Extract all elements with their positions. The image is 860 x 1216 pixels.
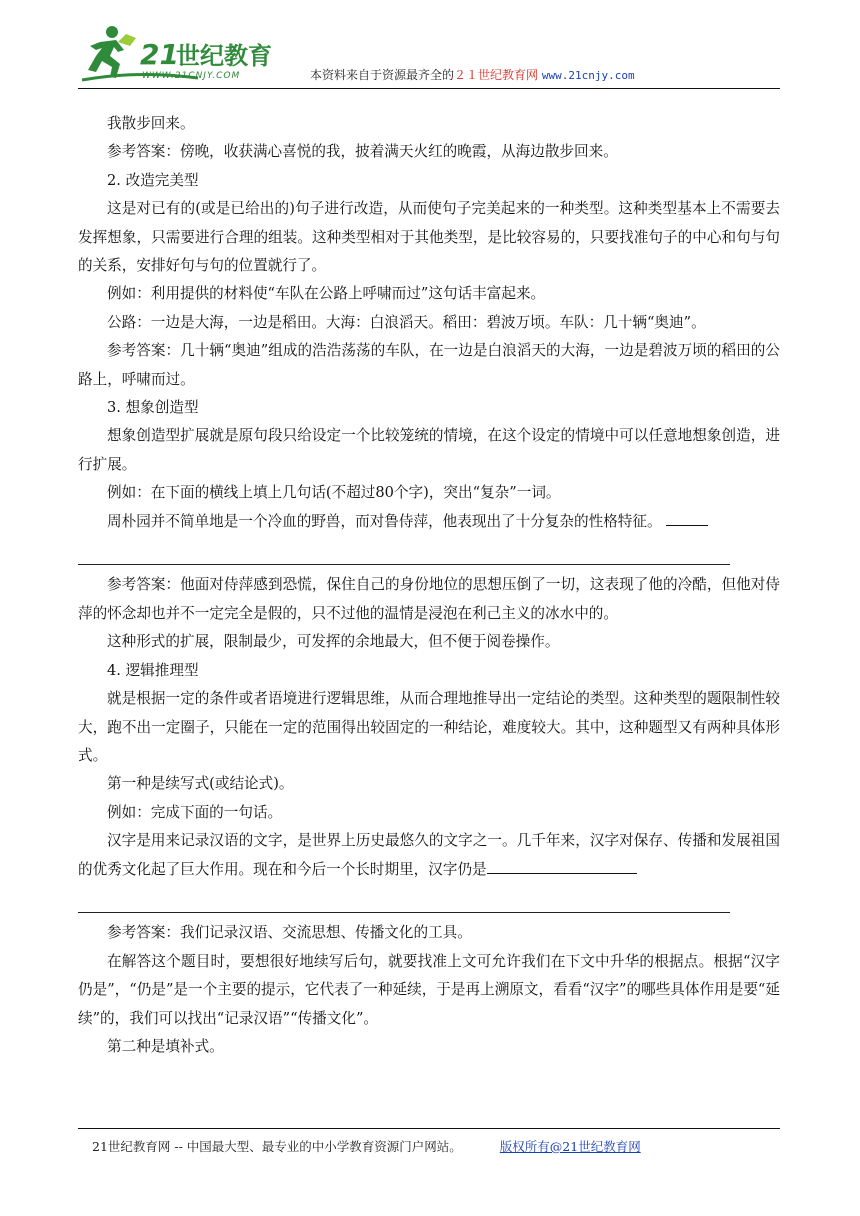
site-logo (78, 20, 298, 88)
answer-blank (666, 511, 708, 526)
header-divider (78, 88, 780, 89)
header-note-prefix: 本资料来自于资源最齐全的 (310, 68, 455, 82)
paragraph: 第一种是续写式(或结论式)。 (107, 775, 294, 793)
answer-line (78, 884, 730, 913)
paragraph: 参考答案：我们记录汉语、交流思想、传播文化的工具。 (107, 924, 472, 942)
paragraph: 例如：在下面的横线上填上几句话(不超过80个字)，突出“复杂”一词。 (107, 484, 561, 502)
svg-text:WWW.21CNJY.COM: WWW.21CNJY.COM (142, 71, 241, 81)
section-heading: 4. 逻辑推理型 (107, 661, 199, 679)
svg-text:世纪教育: 世纪教育 (176, 42, 272, 70)
footer-text: 21世纪教育网 -- 中国最大型、最专业的中小学教育资源门户网站。 (92, 1139, 462, 1154)
paragraph-with-blank (78, 508, 780, 536)
section-heading: 2. 改造完美型 (107, 171, 199, 189)
paragraph: 第二种是填补式。 (107, 1037, 224, 1055)
header-note-url[interactable]: www.21cnjy.com (541, 69, 635, 82)
paragraph: 我散步回来。 (107, 115, 195, 132)
header-note-brand: ２１世纪教育网 (454, 68, 539, 82)
answer-line (78, 536, 730, 565)
document-body (78, 110, 780, 1061)
page-footer (92, 1137, 641, 1155)
paragraph-with-blank (78, 827, 780, 884)
copyright-link[interactable]: 版权所有@21世纪教育网 (499, 1139, 641, 1154)
question-text: 周朴园并不简单地是一个冷血的野兽，而对鲁侍萍，他表现出了十分复杂的性格特征。 (107, 512, 662, 530)
paragraph: 想象创造型扩展就是原句段只给设定一个比较笼统的情境，在这个设定的情境中可以任意地想象创造，进行扩展。 (78, 427, 780, 473)
paragraph: 就是根据一定的条件或者语境进行逻辑思维，从而合理地推导出一定结论的类型。这种类型的题限制性较大，跑不出一定圈子，只能在一定的范围得出较固定的一种结论，难度较大。其中，这种题型又有两种具体形式。 (78, 690, 780, 764)
header-note (310, 66, 635, 83)
paragraph: 例如：利用提供的材料使“车队在公路上呼啸而过”这句话丰富起来。 (107, 285, 546, 303)
answer-blank (487, 859, 637, 874)
paragraph: 参考答案：几十辆“奥迪”组成的浩浩荡荡的车队，在一边是白浪滔天的大海，一边是碧波万顷的稻田的公路上，呼啸而过。 (78, 342, 780, 388)
question-text: 汉字是用来记录汉语的文字，是世界上历史最悠久的文字之一。几千年来，汉字对保存、传播和发展祖国的优秀文化起了巨大作用。现在和今后一个长时期里，汉字仍是 (78, 832, 780, 878)
paragraph: 公路：一边是大海，一边是稻田。大海：白浪滔天。稻田：碧波万顷。车队：几十辆“奥迪”。 (107, 313, 706, 331)
footer-divider (78, 1128, 780, 1129)
section-heading: 3. 想象创造型 (107, 399, 199, 417)
paragraph: 例如：完成下面的一句话。 (107, 803, 283, 821)
paragraph: 参考答案：傍晚，收获满心喜悦的我，披着满天火红的晚霞，从海边散步回来。 (107, 143, 618, 161)
svg-text:21: 21 (140, 38, 179, 71)
paragraph: 在解答这个题目时，要想很好地续写后句，就要找准上文可允许我们在下文中升华的根据点。根据“汉字仍是”，“仍是”是一个主要的提示，它代表了一种延续，于是再上溯原文，看看“汉字”的哪些具体作用是要“延续”的，我们可以找出“记录汉语”“传播文化”。 (78, 952, 780, 1027)
paragraph: 参考答案：他面对侍萍感到恐慌，保住自己的身份地位的思想压倒了一切，这表现了他的冷酷，但他对侍萍的怀念却也并不一定完全是假的，只不过他的温情是浸泡在利己主义的冰水中的。 (78, 576, 780, 622)
page-header (78, 20, 778, 92)
paragraph: 这是对已有的(或是已给出的)句子进行改造，从而使句子完美起来的一种类型。这种类型基本上不需要去发挥想象，只需要进行合理的组装。这种类型相对于其他类型，是比较容易的，只要找准句子的中心和句与句的关系，安排好句与句的位置就行了。 (78, 200, 780, 275)
paragraph: 这种形式的扩展，限制最少，可发挥的余地最大，但不便于阅卷操作。 (107, 633, 560, 651)
